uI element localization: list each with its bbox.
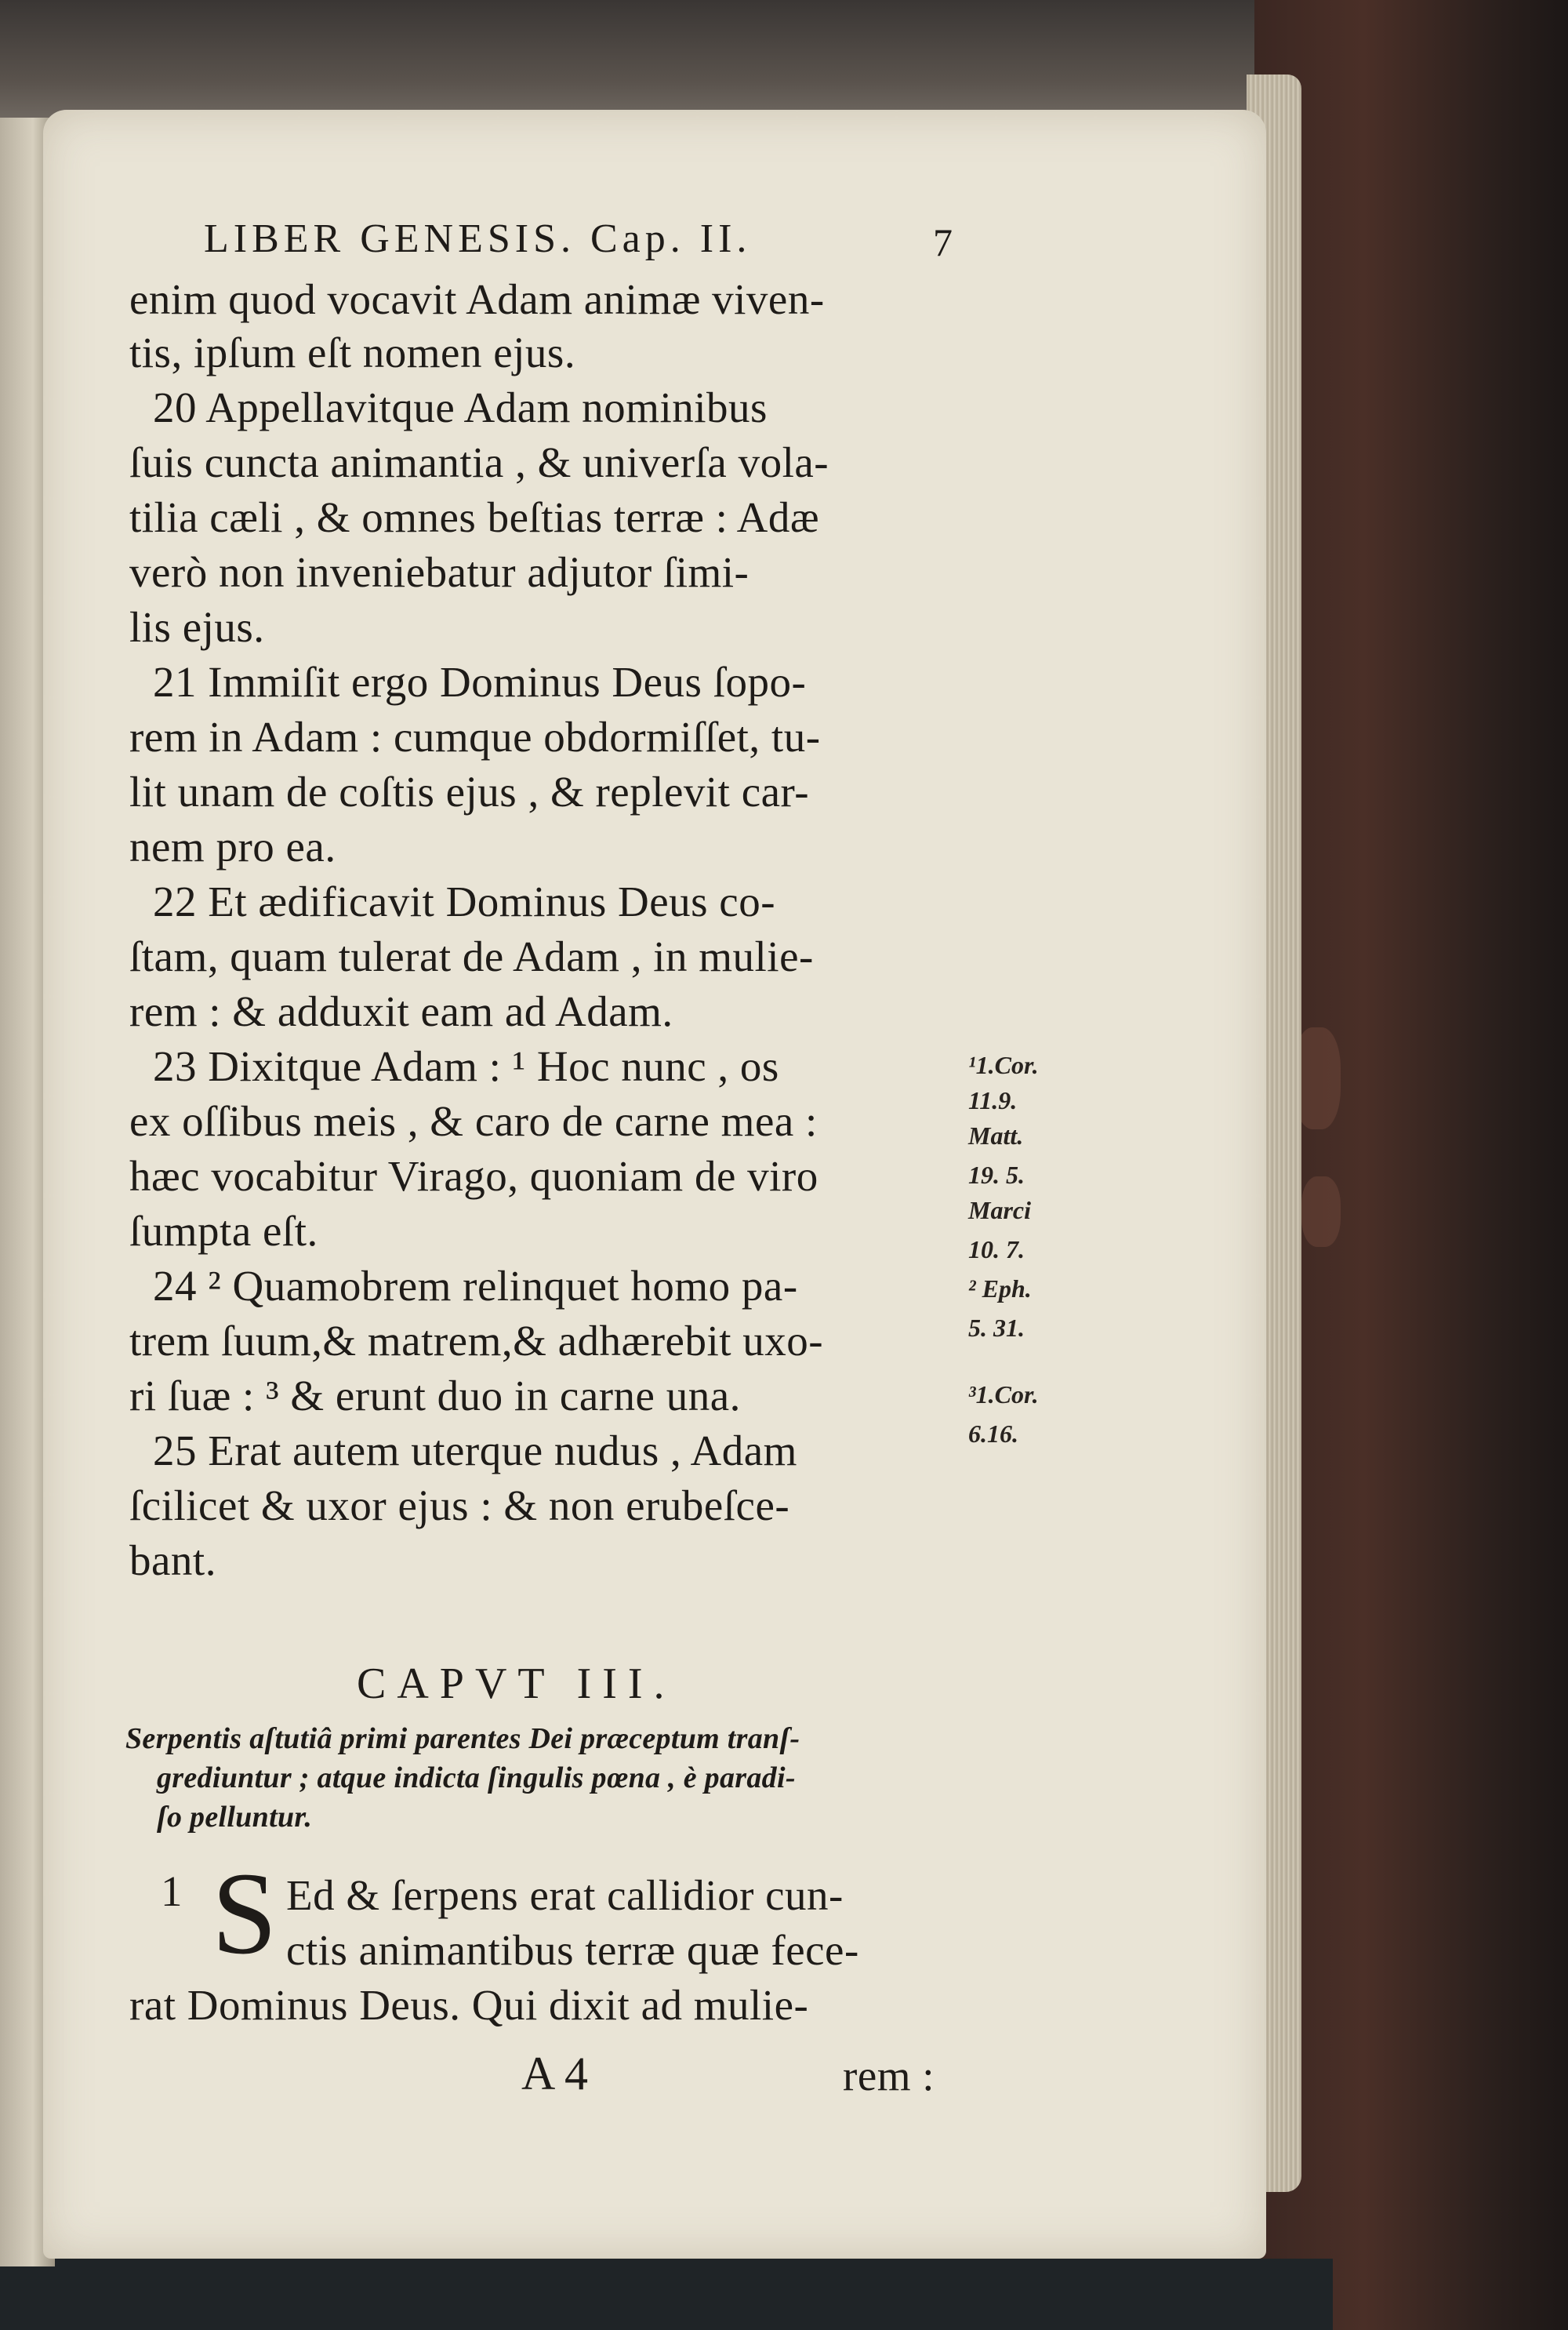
margin-note: Matt. [968,1121,1024,1150]
text-line: Ed & ſerpens erat callidior cun- [286,1871,844,1919]
chapter-heading: CAPVT III. [357,1659,676,1708]
text-line: 24 ² Quamobrem relinquet homo pa- [153,1262,798,1310]
drop-cap: S [212,1848,278,1979]
margin-note: ³1.Cor. [968,1380,1039,1409]
text-line: rem in Adam : cumque obdormiſſet, tu- [129,713,821,761]
summary-line: grediuntur ; atque indicta ſingulis pœna , è paradi- [157,1761,796,1794]
margin-note: ¹1.Cor. [968,1051,1039,1079]
text-line: lis ejus. [129,603,265,651]
summary-line: ſo pelluntur. [157,1801,313,1834]
summary-line: Serpentis aſtutiâ primi parentes Dei præceptum tranſ- [125,1722,800,1755]
text-line: tilia cæli , & omnes beſtias terræ : Adæ [129,493,820,541]
background-top [0,0,1286,118]
text-line: verò non inveniebatur adjutor ſimi- [129,548,750,596]
margin-note: Marci [968,1196,1031,1224]
margin-note: 5. 31. [968,1314,1025,1342]
text-line: hæc vocabitur Virago, quoniam de viro [129,1152,818,1200]
text-line: ſcilicet & uxor ejus : & non erubeſce- [129,1481,790,1529]
text-line: ex oſſibus meis , & caro de carne mea : [129,1097,818,1145]
margin-note: ² Eph. [968,1274,1032,1303]
text-line: ri ſuæ : ³ & erunt duo in carne una. [129,1372,741,1419]
book-cover-right [1254,0,1568,2330]
catchword: rem : [843,2052,935,2099]
text-line: ſumpta eſt. [129,1207,318,1255]
text-line: nem pro ea. [129,823,336,871]
signature-mark: A 4 [521,2048,589,2099]
text-line: enim quod vocavit Adam animæ viven- [129,275,825,323]
verse-number: 1 [161,1867,183,1915]
text-line: lit unam de coſtis ejus , & replevit car- [129,768,810,816]
text-line: 21 Immiſit ergo Dominus Deus ſopo- [153,658,807,706]
text-line: rat Dominus Deus. Qui dixit ad mulie- [129,1981,809,2029]
margin-note: 6.16. [968,1419,1018,1448]
text-line: 23 Dixitque Adam : ¹ Hoc nunc , os [153,1042,779,1090]
margin-note: 19. 5. [968,1161,1025,1189]
text-line: tis, ipſum eſt nomen ejus. [129,329,576,376]
text-line: 25 Erat autem uterque nudus , Adam [153,1427,797,1474]
book-page [43,110,1266,2259]
background-bottom [0,2259,1333,2330]
text-line: trem ſuum,& matrem,& adhærebit uxo- [129,1317,824,1365]
running-title: LIBER GENESIS. Cap. II. [204,216,752,261]
text-line: 22 Et ædificavit Dominus Deus co- [153,878,776,925]
text-line: ctis animantibus terræ quæ fece- [286,1926,859,1974]
cover-wear-mark [1301,1176,1341,1247]
text-line: ſtam, quam tulerat de Adam , in mulie- [129,932,814,980]
text-line: rem : & adduxit eam ad Adam. [129,987,673,1035]
margin-note: 10. 7. [968,1235,1025,1263]
page-number: 7 [933,220,953,264]
margin-note: 11.9. [968,1086,1018,1114]
text-line: 20 Appellavitque Adam nominibus [153,383,768,431]
text-line: ſuis cuncta animantia , & univerſa vola- [129,438,829,486]
text-line: bant. [129,1536,216,1584]
